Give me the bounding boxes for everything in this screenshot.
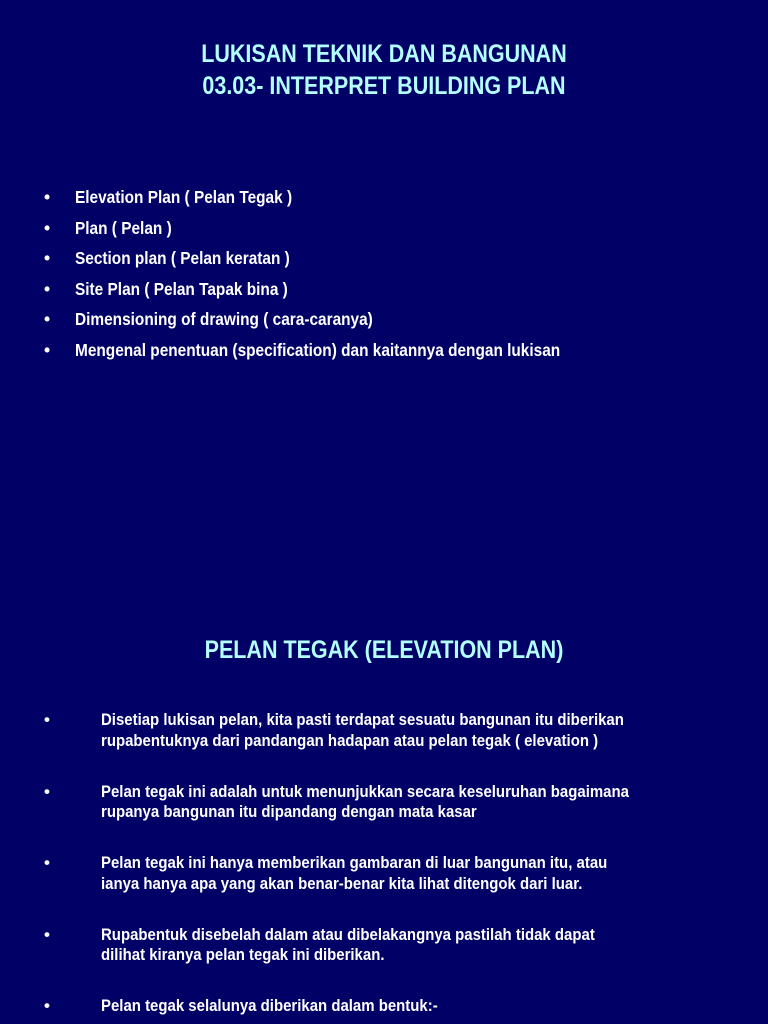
slide-title: PELAN TEGAK (ELEVATION PLAN) (204, 636, 564, 664)
paragraph-line: Pelan tegak selalunya diberikan dalam bentuk:- (101, 996, 438, 1016)
bullet-icon: • (44, 710, 50, 729)
topic-text: Elevation Plan ( Pelan Tegak ) (75, 187, 293, 207)
paragraph-line: Disetiap lukisan pelan, kita pasti terdapat sesuatu bangunan itu diberikan (101, 710, 624, 729)
paragraph-line: ianya hanya apa yang akan benar-benar kita lihat ditengok dari luar. (101, 873, 583, 893)
bullet-icon: • (44, 996, 50, 1016)
paragraph-text (101, 996, 708, 1017)
paragraph-text (101, 782, 708, 823)
topic-text: Plan ( Pelan ) (75, 217, 172, 238)
bullet-icon: • (44, 278, 51, 299)
bullet-icon: • (44, 339, 51, 360)
bullet-icon: • (44, 781, 50, 801)
slide-title-line-2: 03.03- INTERPRET BUILDING PLAN (202, 72, 566, 100)
bullet-icon: • (44, 217, 51, 238)
bullet-icon: • (44, 853, 50, 873)
bullet-icon: • (44, 248, 51, 269)
paragraph-line: Pelan tegak ini hanya memberikan gambaran di luar bangunan itu, atau (101, 853, 608, 873)
paragraph-text (101, 710, 708, 751)
paragraph-line: rupabentuknya dari pandangan hadapan atau pelan tegak ( elevation ) (101, 730, 599, 750)
slide-title-line-1: LUKISAN TEKNIK DAN BANGUNAN (201, 40, 567, 68)
topic-text: Section plan ( Pelan keratan ) (75, 248, 290, 269)
paragraph-line: dilihat kiranya pelan tegak ini diberikan. (101, 945, 385, 965)
bullet-icon: • (44, 187, 51, 207)
paragraph-line: rupanya bangunan itu dipandang dengan mata kasar (101, 802, 477, 822)
bullet-icon: • (44, 924, 50, 944)
topic-text: Dimensioning of drawing ( cara-caranya) (75, 309, 373, 330)
paragraph-line: Pelan tegak ini adalah untuk menunjukkan secara keseluruhan bagaimana (101, 781, 629, 801)
slide-elevation-plan (0, 560, 768, 1024)
paragraph-text (101, 853, 708, 894)
topic-text: Mengenal penentuan (specification) dan kaitannya dengan lukisan (75, 339, 561, 360)
topic-text: Site Plan ( Pelan Tapak bina ) (75, 278, 288, 299)
paragraph-line: Rupabentuk disebelah dalam atau dibelakangnya pastilah tidak dapat (101, 924, 595, 944)
paragraph-text (101, 925, 708, 966)
bullet-icon: • (44, 309, 51, 330)
